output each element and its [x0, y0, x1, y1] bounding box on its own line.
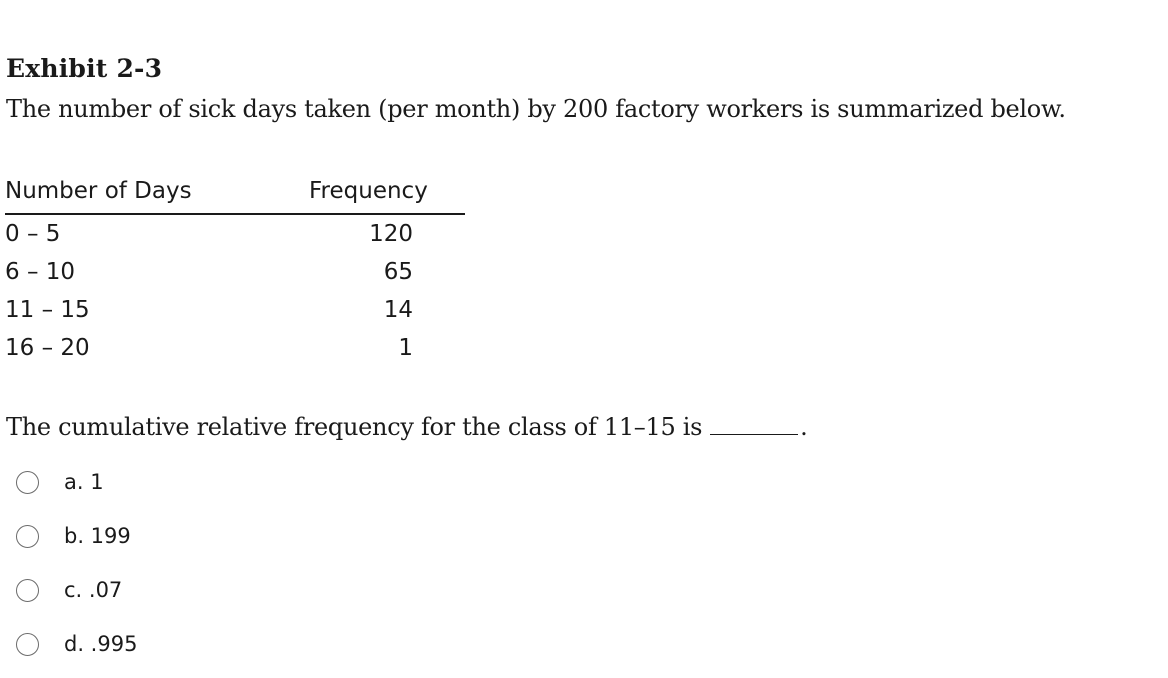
- option-a[interactable]: [16, 467, 104, 497]
- exhibit-title: Exhibit 2-3: [6, 54, 163, 83]
- table-row: [5, 253, 465, 291]
- option-c[interactable]: [16, 575, 122, 605]
- option-b-label: b. 199: [64, 524, 131, 548]
- table-header: [5, 178, 465, 215]
- header-frequency: Frequency: [309, 178, 428, 204]
- radio-button-a[interactable]: [16, 471, 39, 494]
- question-prompt: The cumulative relative frequency for the class of 11–15 is: [6, 413, 703, 441]
- radio-button-c[interactable]: [16, 579, 39, 602]
- row-frequency: 120: [369, 221, 413, 247]
- radio-button-b[interactable]: [16, 525, 39, 548]
- option-b[interactable]: [16, 521, 131, 551]
- row-frequency: 65: [383, 259, 413, 285]
- question-end-punctuation: .: [800, 413, 808, 441]
- table-row: [5, 329, 465, 367]
- row-days: 16 – 20: [5, 335, 90, 361]
- row-frequency: 1: [398, 335, 413, 361]
- row-frequency: 14: [383, 297, 413, 323]
- question-text: [6, 413, 808, 441]
- frequency-table: [5, 178, 465, 367]
- table-row: [5, 215, 465, 253]
- radio-button-d[interactable]: [16, 633, 39, 656]
- header-number-of-days: Number of Days: [5, 178, 192, 204]
- row-days: 11 – 15: [5, 297, 90, 323]
- table-row: [5, 291, 465, 329]
- option-a-label: a. 1: [64, 470, 104, 494]
- exhibit-description: The number of sick days taken (per month) by 200 factory workers is summarized below.: [6, 95, 1066, 123]
- row-days: 6 – 10: [5, 259, 76, 285]
- option-d[interactable]: [16, 629, 137, 659]
- row-days: 0 – 5: [5, 221, 61, 247]
- answer-blank: [710, 414, 798, 435]
- option-c-label: c. .07: [64, 578, 123, 602]
- option-d-label: d. .995: [64, 632, 138, 656]
